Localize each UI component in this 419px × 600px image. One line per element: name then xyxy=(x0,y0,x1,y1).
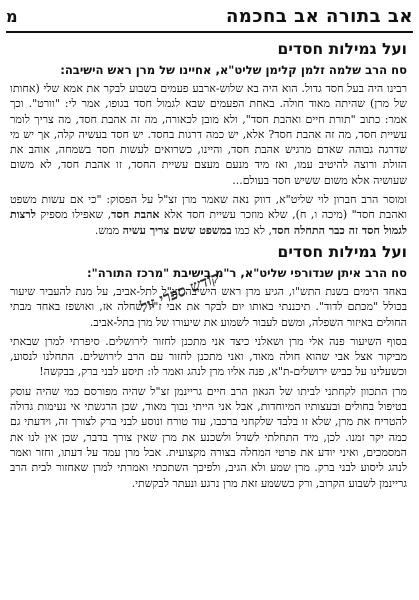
text-run: , לא כמו xyxy=(231,223,272,237)
page-number: מ xyxy=(6,6,18,26)
bold-run: לרצות לגמול חסד זה כבר התחלה חסד xyxy=(10,208,407,237)
body-paragraph: באחד הימים בשנת התש"ו, הגיע מרן ראש הישיבה זצ"ל לתל-אביב, על מנת להעביר שיעור בכולל "מכתם לדוד". תיכננתי באותו יום לבקר את אבי ז"ל שחלה אז, ואושפז באחד מבתי החולים באיזור השפלה, ומשם לעבור לשמוע את שיעורו של מרן בתל-אביב. xyxy=(10,284,407,329)
bold-run: במשפט ששם צריך עשיה xyxy=(122,223,232,237)
body-paragraph: בסוף השיעור פנה אלי מרן ושאלני כיצד אני מתכנן לחזור לירושלים. סיפרתי למרן שבאתי מביקור אצל אבי שהוא חולה מאוד, ואני מתכנן לחזור עם הרב לירושלים. התחלנו לנסוע, וכשעלינו על כביש ירושלים-ת"א, פנה אליו מרן לנהג ואמר לו: תיסע לבני ברק, בבקשה! xyxy=(10,334,407,379)
running-title: אב בתורה אב בחכמה xyxy=(225,5,413,27)
body-paragraph-quote xyxy=(10,192,407,238)
header-rule xyxy=(6,31,413,33)
body-paragraph: רבינו היה בעל חסד גדול. הוא היה בא שלוש-ארבע פעמים בשבוע לבקר את אמא שלי (אחותו של מרן) שהיתה מאוד חולה. באחת הפעמים שבא לגמול חסד בגופו, אמר לי: "וורט". וכך אמר: כתוב "תורת חיים ואהבת חסד", ולא מובן לכאורה, מה זה אהבת חסד, מה צריך לומר עשיית חסד, מה זה אהבת חסד? אלא, יש כמה דרגות בחסד. יש חסד בעשיה קלה, אך יש מי שדרגה גבוהה שאדם מרגיש אהבת חסד, והיינו, כשרואים לעשות חסד בשמחה, אוהב את הזולת ורוצה להיטיב עמו, ואז מיד מנעם מעצם עשיית החסד, זו אהבת חסד, לא משום שעושיה אלא משום ששיש חסד בעולם... xyxy=(10,82,407,187)
text-run: ומוסר הרב חברון לוי שליט"א, דווק נאה שאמר מרן זצ"ל על הפסוק: "כי אם עשות משפט ואהבת חסד" (מיכה ו, ח), שלא מוזכר עשיית חסד אלא xyxy=(10,193,407,222)
section-heading-1: ועל גמילות חסדים xyxy=(277,40,407,58)
page-content xyxy=(10,37,407,596)
page-header xyxy=(6,4,413,28)
section-subhead-2: סח הרב איתן שנדורפי שליט"א, ר"מ בישיבת "מרכז התורה": xyxy=(87,265,407,280)
section-heading-2: ועל גמילות חסדים xyxy=(277,242,407,261)
section-subhead-1: סח הרב שלמה זלמן קלימן שליט"א, אחיינו של מרן ראש הישיבה: xyxy=(60,63,407,77)
bold-run: אהבת חסד xyxy=(111,208,160,222)
body-paragraph: מרן התכוון לקחתני לביתו של הגאון הרב חיים גריינמן זצ"ל שהיה מפורסם כמי שהיה עוסק בטיפול בחולים ובעצותיו המיוחדות, אבל אני הייתי נבוך מאוד, שכן הרגשתי אי נעימות גדולה להטריח את מרן, שלא זו בלבד שלקחני ברכבו, עוד טורח ונוסע לבני ברק לצורך זה, וידעתי גם כמה יקר זמנו. לכן, מיד התחלתי לשדל ולשכנע את מרן שאין צורך בדבר, שכן אין לנו את המסמכים, ואיני יודע את פרטי המחלה בצורה מקצועית. אבל מרן עמד על דעתו, וחזר ואמר לנהג ליסוע לבני ברק. מרן שמע ולא הגיב, ולפיכך השתכתי ואמרתי למרן שאחזור לבית הרב גריינמן לשבוע הקרוב, ורק כששמע זאת מרן נרגע ונעתר לבקשתי. xyxy=(10,384,407,490)
text-run: , שאפילו מספיק xyxy=(35,208,112,222)
text-run: ממש. xyxy=(94,223,123,237)
watermark-stamp: קודש ספרי זול xyxy=(137,268,222,317)
